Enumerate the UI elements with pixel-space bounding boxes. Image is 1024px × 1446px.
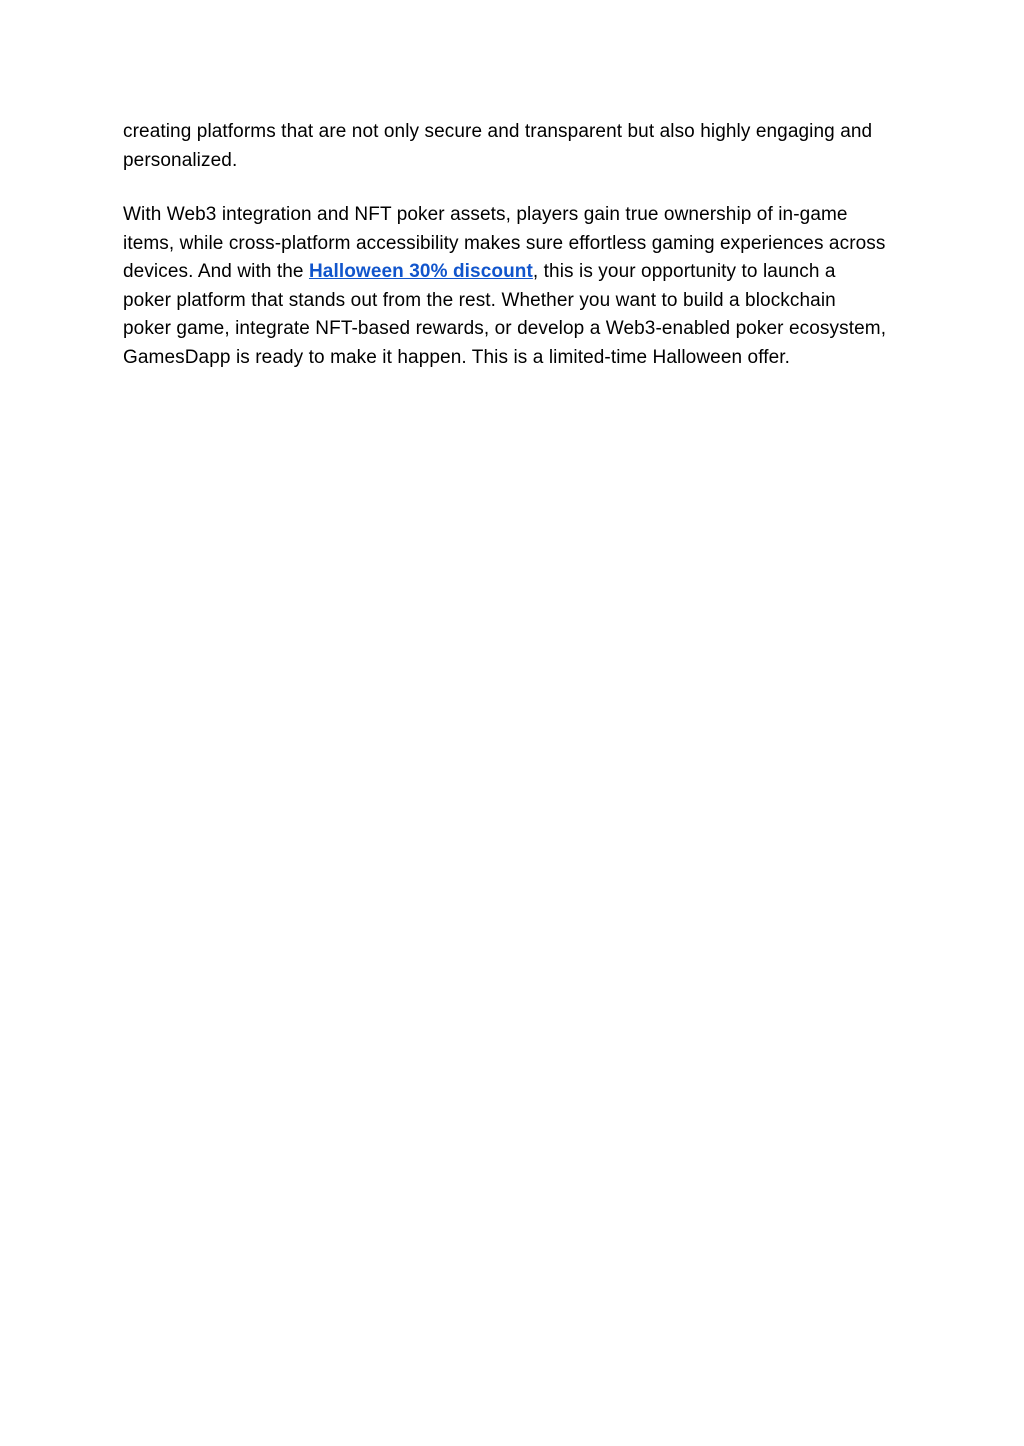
document-body [123,118,888,372]
paragraph [123,201,888,372]
hyperlink-halloween-discount[interactable]: Halloween 30% discount [308,261,533,282]
text-run: creating platforms that are not only secure and transparent but also highly engaging and personalized. [123,121,873,171]
paragraph [123,118,888,175]
text-run: With Web3 integration and NFT poker assets, players gain true ownership of in-game items, while cross-platform accessibility makes sure effortless gaming experiences across devices. And with the [123,204,886,282]
text-run: , this is your opportunity to launch a poker platform that stands out from the rest. Whether you want to build a blockchain poker game, integrate NFT-based rewards, or develop a Web3-enabled poker ecosystem, GamesDapp is ready to make it happen. This is a limited-time Halloween offer. [123,261,887,368]
